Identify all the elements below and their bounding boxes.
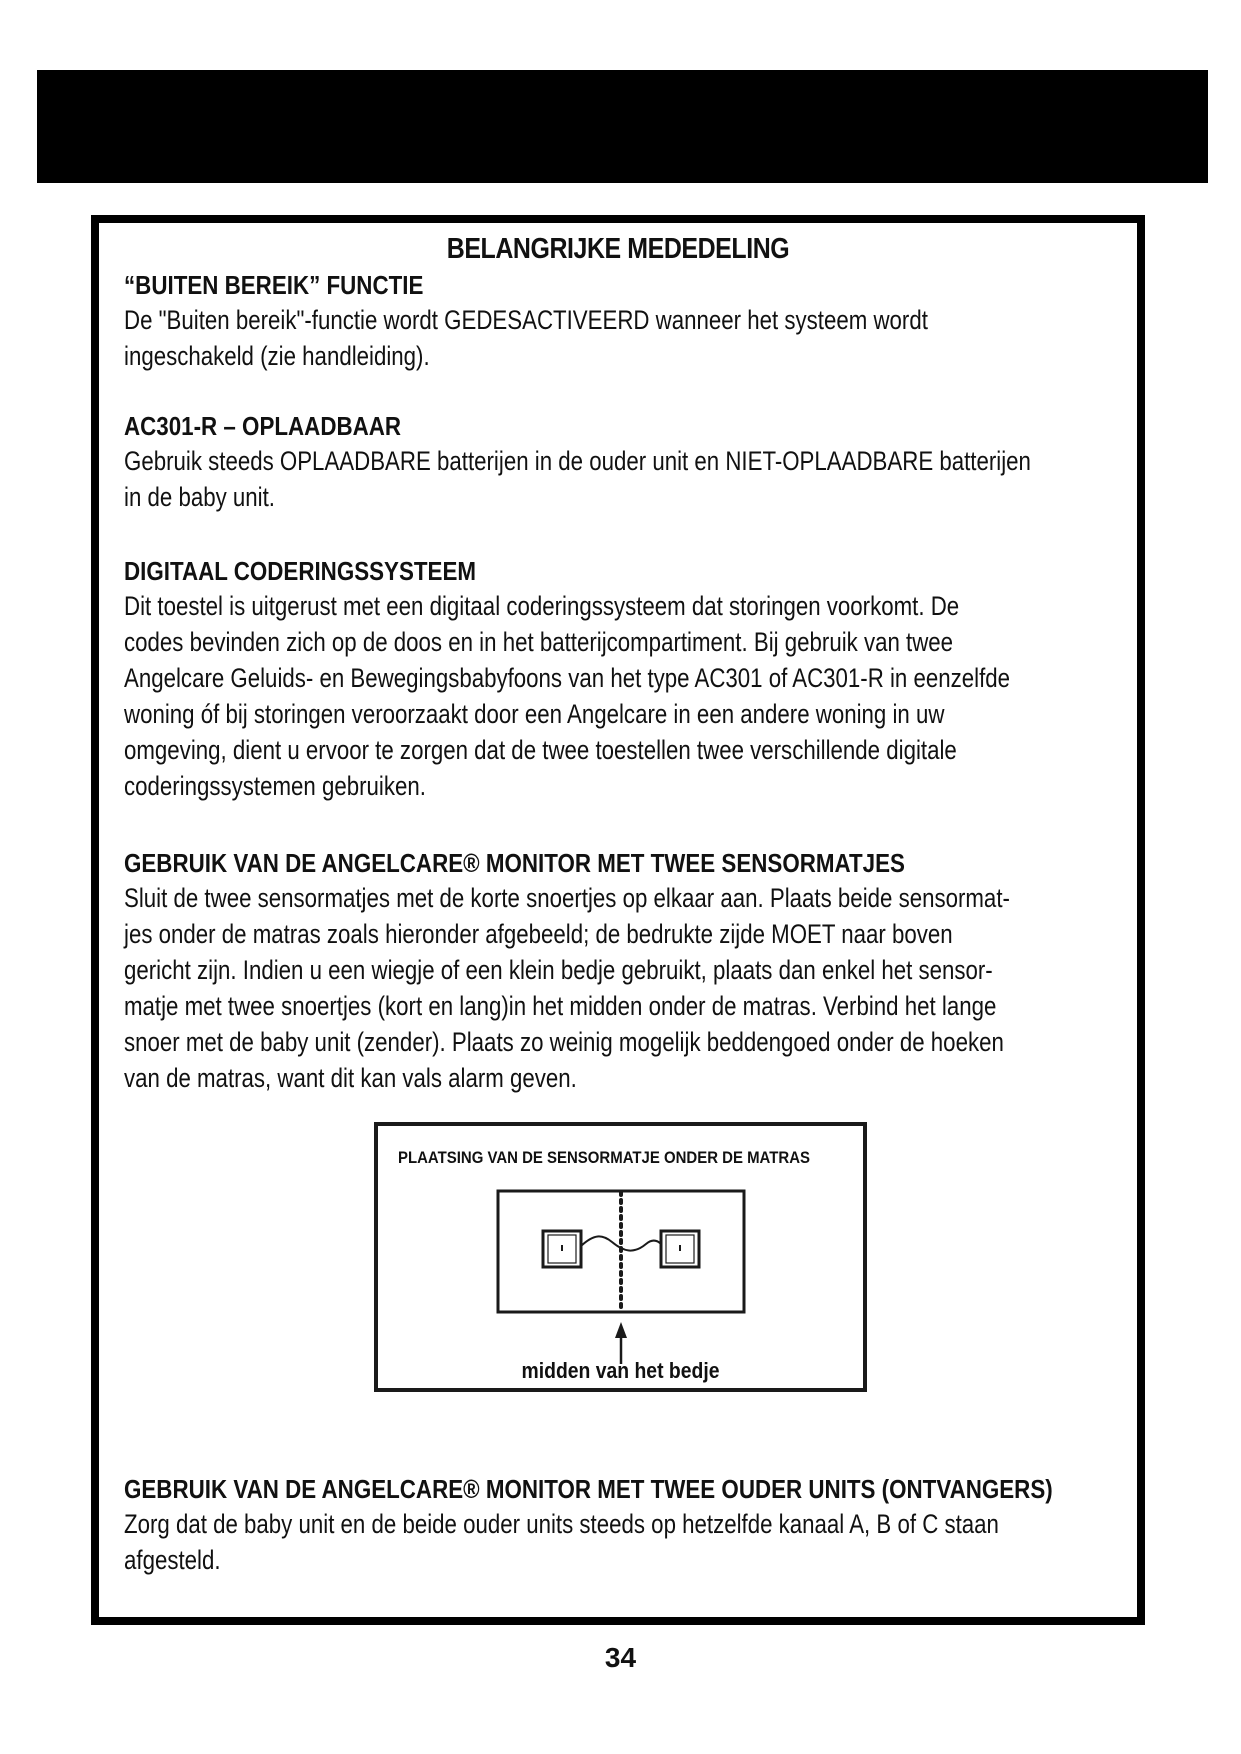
section-two-sensor-pads — [124, 846, 1124, 1096]
body-line: jes onder de matras zoals hieronder afgebeeld; de bedrukte zijde MOET naar boven — [124, 919, 953, 949]
section-rechargeable — [124, 409, 1124, 515]
body-line: coderingssystemen gebruiken. — [124, 771, 426, 801]
section-heading: “BUITEN BEREIK” FUNCTIE — [124, 270, 424, 300]
body-line: Angelcare Geluids- en Bewegingsbabyfoons van het type AC301 of AC301-R in eenzelfde — [124, 663, 1011, 693]
section-digital-coding — [124, 554, 1124, 804]
important-notice-box — [91, 215, 1145, 1625]
notice-title: BELANGRIJKE MEDEDELING — [446, 233, 790, 265]
section-heading: AC301-R – OPLAADBAAR — [124, 411, 402, 441]
page-number: 34 — [604, 1642, 637, 1673]
body-line: omgeving, dient u ervoor te zorgen dat de twee toestellen twee verschillende digitale — [124, 735, 957, 765]
mattress-illustration — [378, 1126, 863, 1388]
body-line: Sluit de twee sensormatjes met de korte snoertjes op elkaar aan. Plaats beide sensormat- — [124, 883, 1010, 913]
body-line: snoer met de baby unit (zender). Plaats zo weinig mogelijk beddengoed onder de hoeken — [124, 1027, 1004, 1057]
diagram-caption: midden van het bedje — [521, 1358, 720, 1383]
section-heading: GEBRUIK VAN DE ANGELCARE® MONITOR MET TWEE OUDER UNITS (ONTVANGERS) — [124, 1474, 1053, 1504]
body-line: woning óf bij storingen veroorzaakt door een Angelcare in een andere woning in uw — [124, 699, 945, 729]
header-bar — [37, 70, 1208, 183]
body-line: Zorg dat de baby unit en de beide ouder units steeds op hetzelfde kanaal A, B of C staan — [124, 1509, 999, 1539]
body-line: gericht zijn. Indien u een wiegje of een klein bedje gebruikt, plaats dan enkel het sensor- — [124, 955, 993, 985]
body-line: van de matras, want dit kan vals alarm geven. — [124, 1063, 577, 1093]
body-line: De "Buiten bereik"-functie wordt GEDESACTIVEERD wanneer het systeem wordt — [124, 305, 928, 335]
body-line: afgesteld. — [124, 1545, 221, 1575]
section-heading: GEBRUIK VAN DE ANGELCARE® MONITOR MET TWEE SENSORMATJES — [124, 848, 905, 878]
sensor-pad-left — [543, 1231, 581, 1267]
body-line: ingeschakeld (zie handleiding). — [124, 341, 430, 371]
section-two-parent-units — [124, 1472, 1124, 1578]
body-line: codes bevinden zich op de doos en in het batterijcompartiment. Bij gebruik van twee — [124, 627, 954, 657]
body-line: matje met twee snoertjes (kort en lang)in het midden onder de matras. Verbind het lange — [124, 991, 997, 1021]
section-out-of-range — [124, 268, 1124, 374]
body-line: Dit toestel is uitgerust met een digitaal coderingssysteem dat storingen voorkomt. De — [124, 591, 960, 621]
sensor-placement-diagram — [374, 1122, 867, 1392]
body-line: Gebruik steeds OPLAADBARE batterijen in de ouder unit en NIET-OPLAADBARE batterijen — [124, 446, 1031, 476]
section-heading: DIGITAAL CODERINGSSYSTEEM — [124, 556, 476, 586]
diagram-title: PLAATSING VAN DE SENSORMATJE ONDER DE MATRAS — [398, 1148, 810, 1167]
body-line: in de baby unit. — [124, 482, 275, 512]
sensor-pad-right — [661, 1231, 699, 1267]
